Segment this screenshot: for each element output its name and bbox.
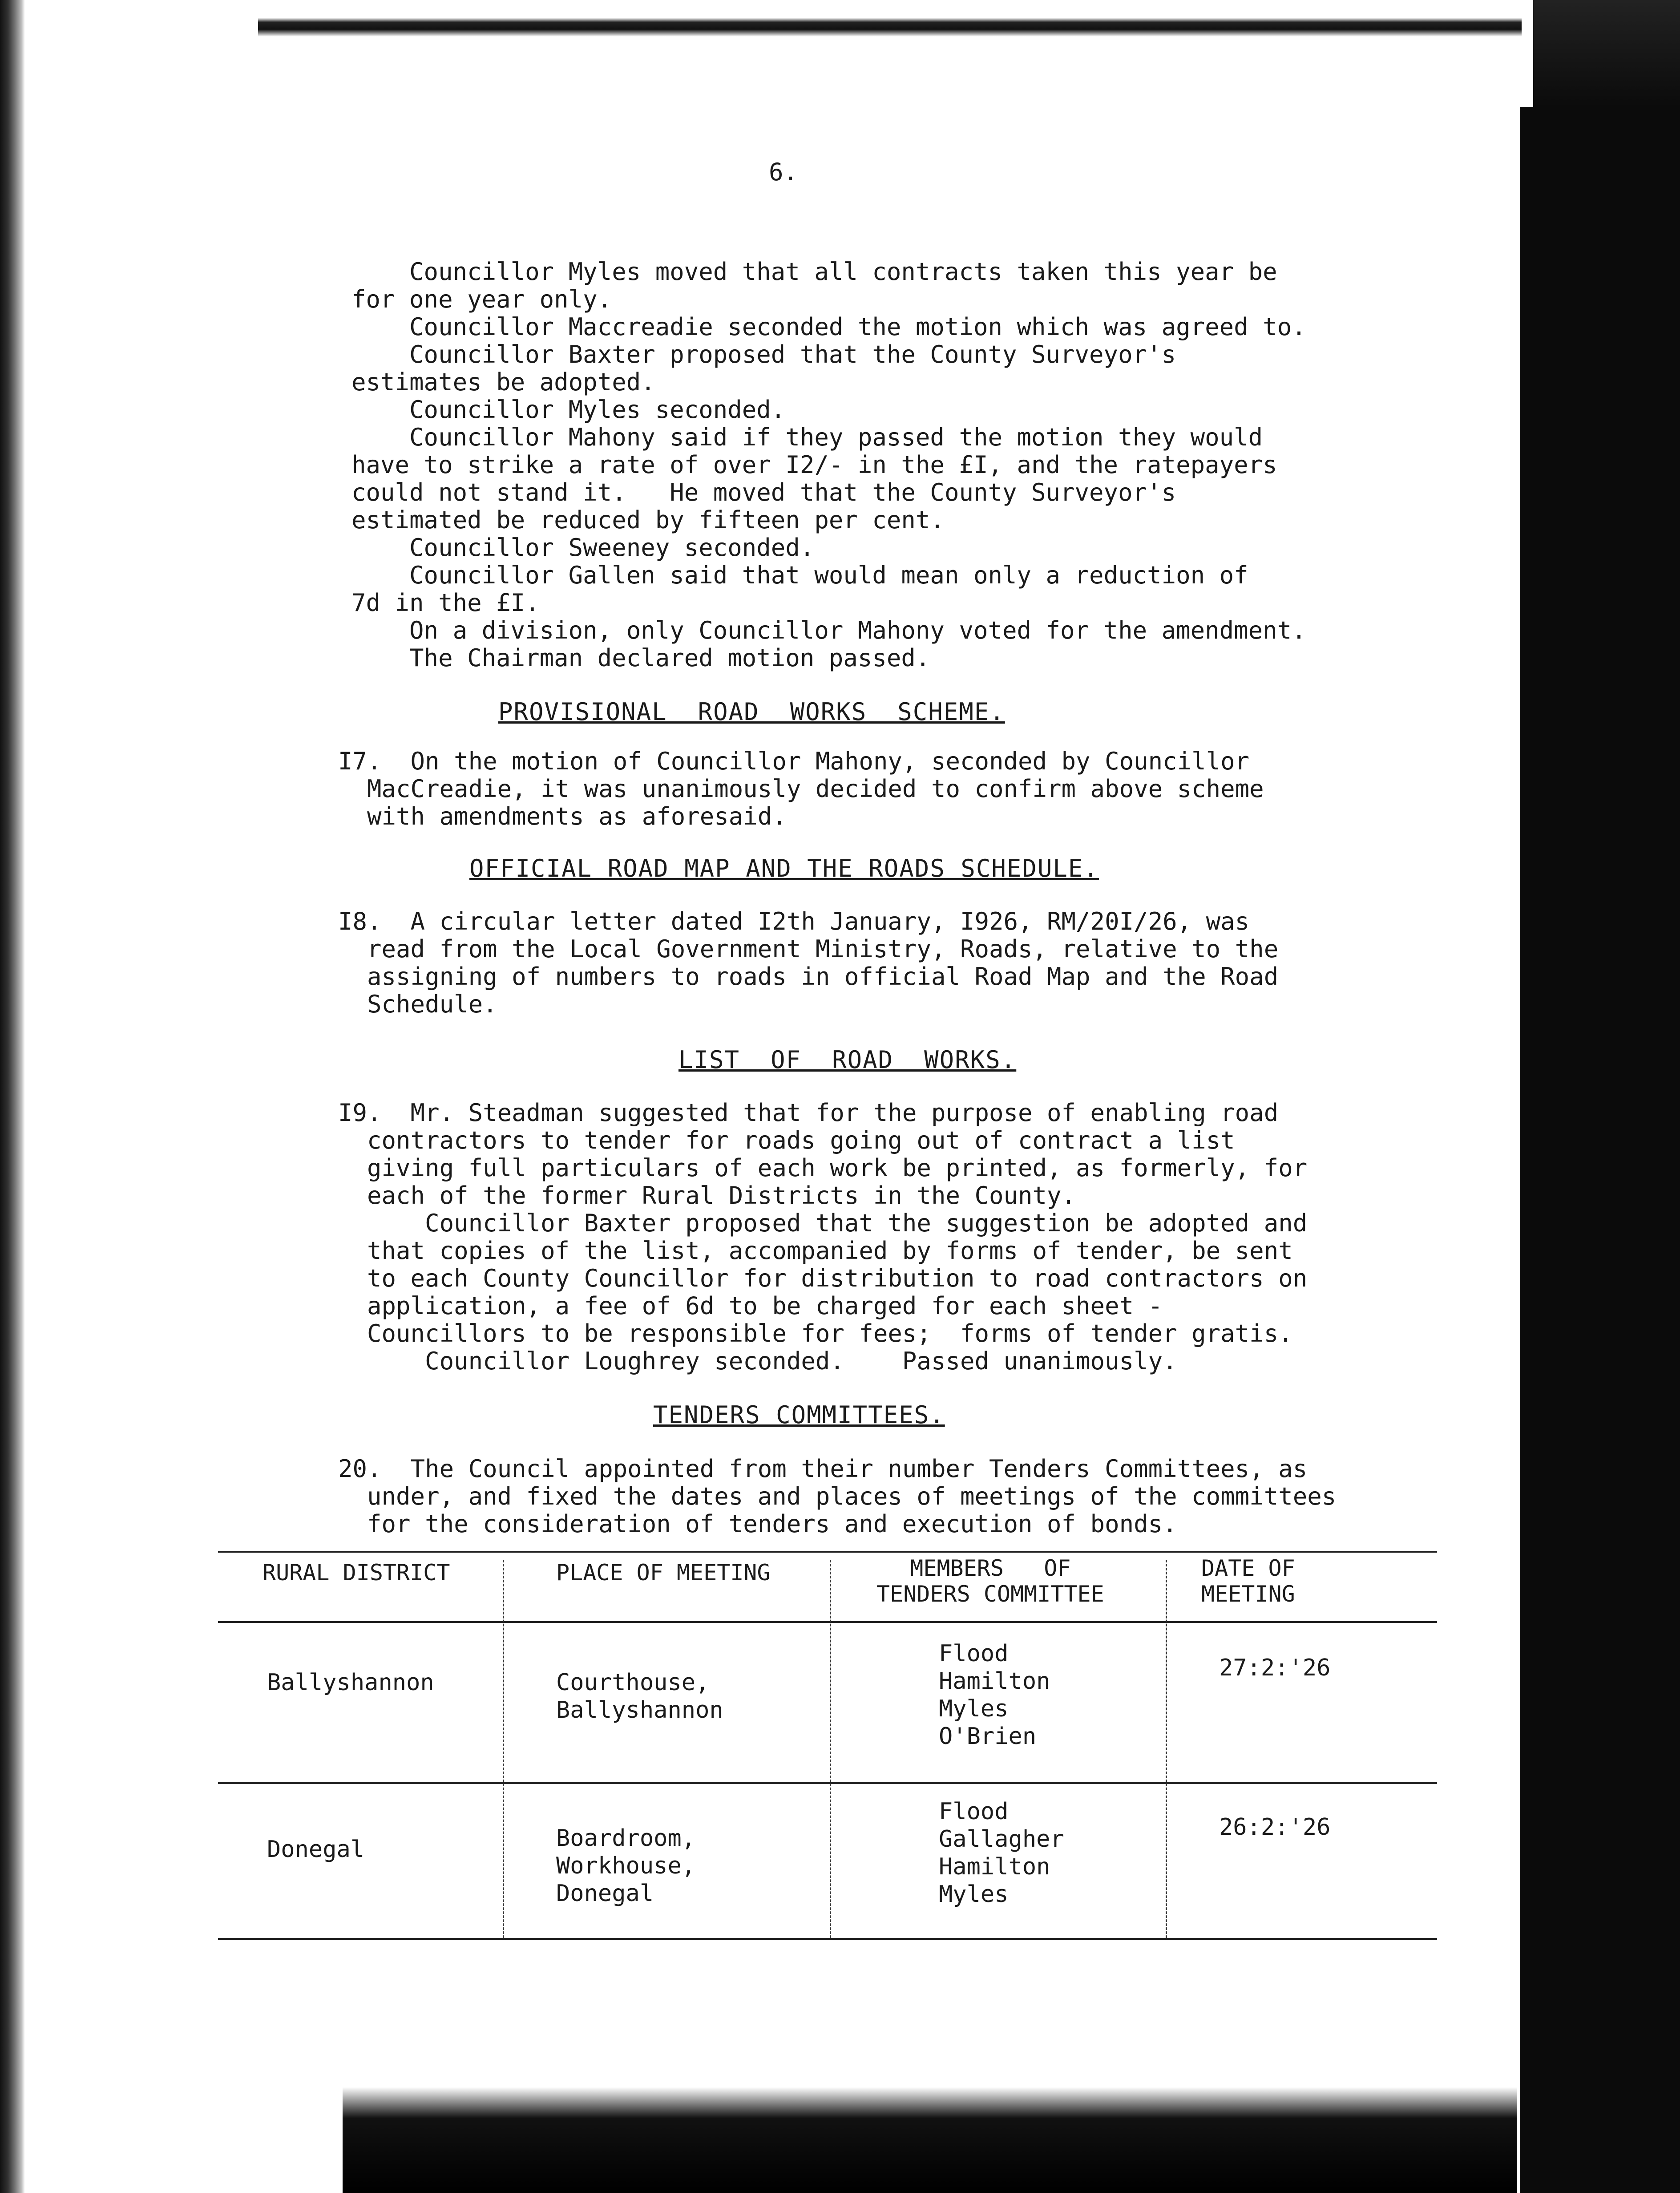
heading-list-of-road-works: LIST OF ROAD WORKS. [678, 1046, 1017, 1074]
cell-members [939, 1640, 1050, 1750]
cell-members [939, 1798, 1064, 1908]
contracts-paragraph [351, 258, 1428, 672]
text-line: Hamilton [939, 1668, 1050, 1695]
text-line: Councillor Baxter proposed that the suggestion be adopted and [338, 1209, 1308, 1237]
text-line: Councillor Sweeney seconded. [351, 534, 815, 562]
item-18 [338, 908, 1415, 1018]
text-line: I8. A circular letter dated I2th January, I926, RM/20I/26, was [338, 907, 1250, 935]
table-column-rule [503, 1560, 504, 1938]
text-line: Councillor Baxter proposed that the County Surveyor's [351, 340, 1176, 368]
cell-district: Ballyshannon [267, 1669, 434, 1696]
text-line: The Chairman declared motion passed. [351, 644, 930, 672]
item-19 [338, 1099, 1415, 1375]
text-line: O'Brien [939, 1723, 1037, 1750]
cell-place: Courthouse, Ballyshannon [556, 1669, 723, 1724]
text-line: for the consideration of tenders and execution of bonds. [338, 1510, 1177, 1538]
text-line: Gallagher [939, 1826, 1064, 1853]
text-line: Flood [939, 1640, 1009, 1667]
page-number: 6. [769, 158, 798, 186]
text-line: contractors to tender for roads going out of contract a list [338, 1126, 1235, 1154]
heading-tenders-committees: TENDERS COMMITTEES. [653, 1401, 945, 1429]
text-line: assigning of numbers to roads in official Road Map and the Road [338, 963, 1279, 991]
cell-place: Boardroom, Workhouse, Donegal [556, 1825, 696, 1907]
table-rule-top [218, 1551, 1437, 1553]
heading-official-road-map: OFFICIAL ROAD MAP AND THE ROADS SCHEDULE. [469, 854, 1099, 882]
text-line: Councillor Gallen said that would mean only a reduction of [351, 561, 1248, 589]
heading-provisional-road-works: PROVISIONAL ROAD WORKS SCHEME. [498, 698, 1005, 726]
text-line: under, and fixed the dates and places of meetings of the committees [338, 1482, 1337, 1510]
text-line: Councillor Loughrey seconded. Passed unanimously. [338, 1347, 1177, 1375]
header-members: MEMBERS OF TENDERS COMMITTEE [876, 1555, 1104, 1607]
text-line: I7. On the motion of Councillor Mahony, seconded by Councillor [338, 747, 1250, 775]
text-line: for one year only. [351, 285, 612, 313]
text-line: Hamilton [939, 1853, 1050, 1880]
item-20 [338, 1455, 1415, 1538]
cell-date: 27:2:'26 [1219, 1655, 1331, 1681]
text-line: Councillor Mahony said if they passed the motion they would [351, 423, 1263, 451]
cell-date: 26:2:'26 [1219, 1814, 1331, 1841]
text-line: MacCreadie, it was unanimously decided to confirm above scheme [338, 775, 1264, 803]
text-line: could not stand it. He moved that the County Surveyor's [351, 478, 1176, 506]
text-line: to each County Councillor for distribution to road contractors on [338, 1264, 1308, 1292]
text-line: On a division, only Councillor Mahony voted for the amendment. [351, 616, 1306, 644]
item-17 [338, 748, 1415, 830]
text-line: 7d in the £I. [351, 589, 540, 617]
text-line: Councillors to be responsible for fees; forms of tender gratis. [338, 1319, 1293, 1347]
text-line: giving full particulars of each work be printed, as formerly, for [338, 1154, 1308, 1182]
text-line: estimates be adopted. [351, 368, 655, 396]
text-line: with amendments as aforesaid. [338, 802, 787, 830]
text-line: Myles [939, 1695, 1009, 1722]
text-line: read from the Local Government Ministry, Roads, relative to the [338, 935, 1279, 963]
header-place-of-meeting: PLACE OF MEETING [556, 1560, 771, 1586]
text-line: application, a fee of 6d to be charged for each sheet - [338, 1292, 1163, 1320]
text-line: each of the former Rural Districts in the County. [338, 1181, 1076, 1210]
text-line: 20. The Council appointed from their number Tenders Committees, as [338, 1455, 1308, 1483]
table-rule-row [218, 1782, 1437, 1784]
tenders-committee-table [218, 1551, 1437, 1940]
table-rule-header [218, 1621, 1437, 1623]
text-line: Councillor Myles moved that all contracts taken this year be [351, 258, 1277, 286]
table-column-rule [1166, 1560, 1167, 1938]
text-line: Flood [939, 1798, 1009, 1825]
text-line: estimated be reduced by fifteen per cent. [351, 506, 945, 534]
table-rule-bottom [218, 1938, 1437, 1940]
text-line: Schedule. [338, 990, 497, 1018]
text-line: that copies of the list, accompanied by forms of tender, be sent [338, 1237, 1293, 1265]
text-line: I9. Mr. Steadman suggested that for the purpose of enabling road [338, 1099, 1279, 1127]
header-date-of-meeting: DATE OF MEETING [1201, 1555, 1295, 1607]
text-line: Councillor Maccreadie seconded the motion which was agreed to. [351, 313, 1306, 341]
header-rural-district: RURAL DISTRICT [262, 1560, 450, 1586]
cell-district: Donegal [267, 1836, 365, 1863]
table-column-rule [830, 1560, 831, 1938]
text-line: Myles [939, 1881, 1009, 1908]
text-line: have to strike a rate of over I2/- in the £I, and the ratepayers [351, 451, 1277, 479]
text-line: Councillor Myles seconded. [351, 396, 786, 424]
